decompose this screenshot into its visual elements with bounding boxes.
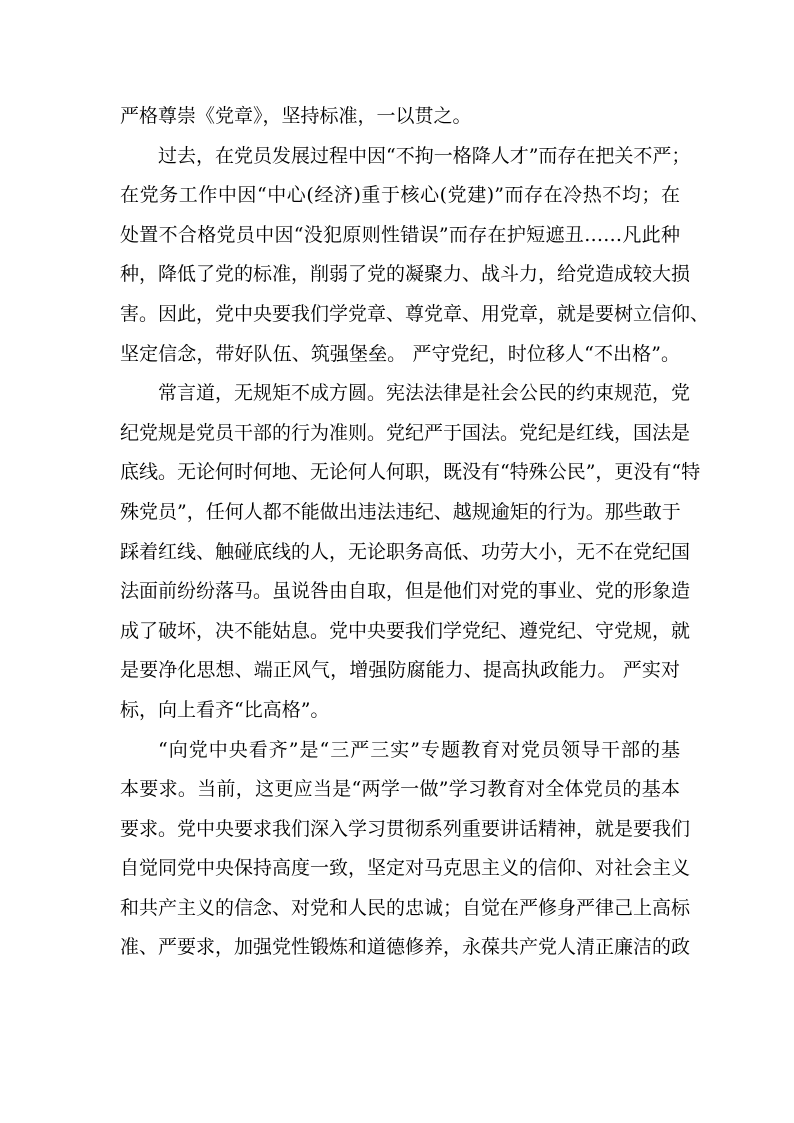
text-line: 法面前纷纷落马。虽说咎由自取，但是他们对党的事业、党的形象造 <box>120 580 691 603</box>
text-line: 底线。无论何时何地、无论何人何职，既没有“特殊公民”，更没有“特 <box>120 461 701 484</box>
text-line: 严格尊崇《党章》，坚持标准，一以贯之。 <box>120 105 472 127</box>
text-line: 种，降低了党的标准，削弱了党的凝聚力、战斗力，给党造成较大损 <box>120 263 691 286</box>
document-body <box>120 97 710 968</box>
text-line: 踩着红线、触碰底线的人，无论职务高低、功劳大小，无不在党纪国 <box>120 540 691 563</box>
text-line: 准、严要求，加强党性锻炼和道德修养，永葆共产党人清正廉洁的政 <box>120 936 691 959</box>
text-line: 成了破坏，决不能姑息。党中央要我们学党纪、遵党纪、守党规，就 <box>120 619 691 642</box>
text-line: 是要净化思想、端正风气，增强防腐能力、提高执政能力。 严实对 <box>120 659 680 682</box>
paragraph-first-line: “向党中央看齐”是“三严三实”专题教育对党员领导干部的基 <box>158 738 680 761</box>
text-line: 自觉同党中央保持高度一致，坚定对马克思主义的信仰、对社会主义 <box>120 857 691 880</box>
text-line: 在党务工作中因“中心(经济)重于核心(党建)”而存在冷热不均；在 <box>120 184 680 207</box>
text-line: 本要求。当前，这更应当是“两学一做”学习教育对全体党员的基本 <box>120 778 680 801</box>
text-line: 和共产主义的信念、对党和人民的忠诚；自觉在严修身严律己上高标 <box>120 896 691 919</box>
paragraph-first-line: 过去，在党员发展过程中因“不拘一格降人才”而存在把关不严； <box>158 144 691 167</box>
text-line: 害。因此，党中央要我们学党章、尊党章、用党章，就是要树立信仰、 <box>120 302 710 325</box>
text-line: 要求。党中央要求我们深入学习贯彻系列重要讲话精神，就是要我们 <box>120 817 691 840</box>
text-line: 殊党员”，任何人都不能做出违法违纪、越规逾矩的行为。那些敢于 <box>120 500 681 523</box>
text-line: 处置不合格党员中因“没犯原则性错误”而存在护短遮丑……凡此种 <box>120 223 680 246</box>
text-line: 坚定信念，带好队伍、筑强堡垒。 严守党纪，时位移人“不出格”。 <box>120 342 680 365</box>
text-line: 纪党规是党员干部的行为准则。党纪严于国法。党纪是红线，国法是 <box>120 421 691 444</box>
text-line: 标，向上看齐“比高格”。 <box>120 698 330 721</box>
paragraph-first-line: 常言道，无规矩不成方圆。宪法法律是社会公民的约束规范，党 <box>158 382 691 405</box>
